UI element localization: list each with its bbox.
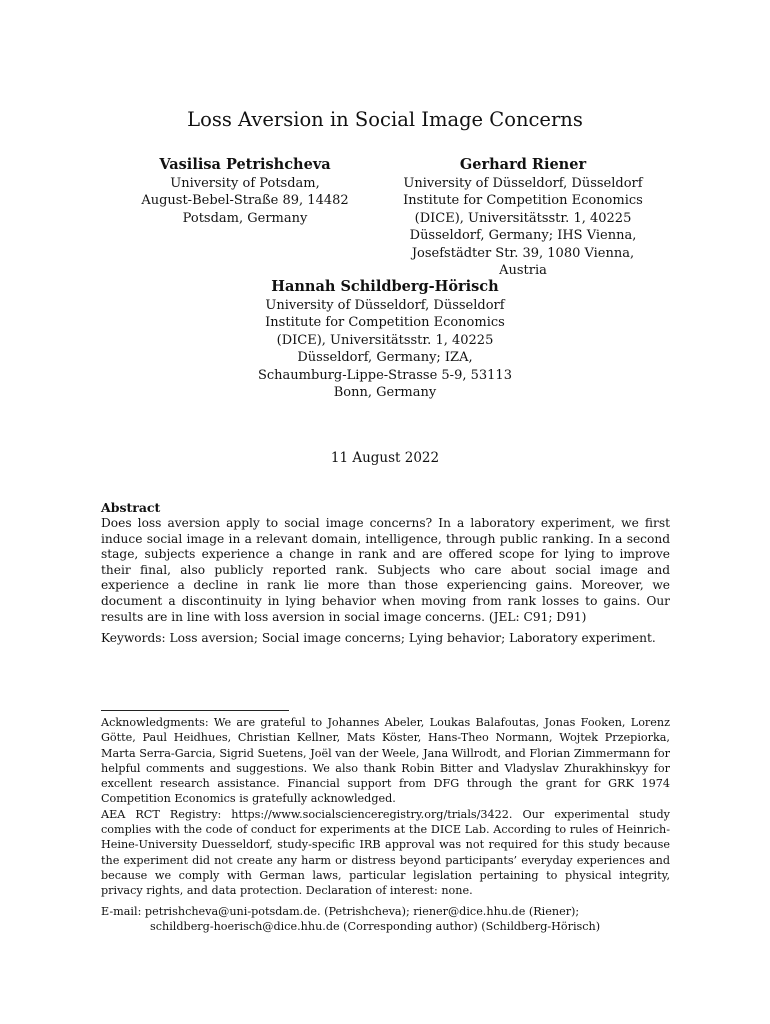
author-affiliation-line: Institute for Competition Economics	[265, 315, 505, 331]
keywords: Keywords: Loss aversion; Social image concerns; Lying behavior; Laboratory experiment.	[101, 631, 656, 646]
abstract-section	[101, 500, 670, 647]
author-affiliation-line: Bonn, Germany	[333, 385, 437, 401]
paper-date: 11 August 2022	[330, 450, 440, 466]
email-footnote-line: schildberg-hoerisch@dice.hhu.de (Corresponding author) (Schildberg-Hörisch)	[150, 919, 601, 933]
author-name: Hannah Schildberg-Hörisch	[271, 278, 499, 295]
author-affiliation-line: (DICE), Universitätsstr. 1, 40225	[414, 210, 632, 226]
author-name: Gerhard Riener	[459, 156, 587, 173]
author-affiliation-line: Düsseldorf, Germany; IHS Vienna,	[409, 228, 637, 244]
author-affiliation-line: University of Düsseldorf, Düsseldorf	[265, 298, 505, 313]
abstract-heading: Abstract	[101, 500, 161, 515]
author-name: Vasilisa Petrishcheva	[159, 156, 331, 173]
author-block-riener	[382, 155, 664, 279]
author-block-schildberg-hoerisch	[230, 277, 540, 401]
email-footnote-line: E-mail: petrishcheva@uni-potsdam.de. (Petrishcheva); riener@dice.hhu.de (Riener);	[101, 904, 580, 918]
abstract-text: Does loss aversion apply to social image concerns? In a laboratory experiment, we first induce social image in a relevant domain, intelligence, through public ranking. In a second stage, subjects experience a change in rank and are offered scope for lying to improve their final, also publicly reported rank. Subjects who care about social image and experience a decline in rank lie more than those experiencing gains. Moreover, we document a discontinuity in lying behavior when moving from rank losses to gains. Our results are in line with loss aversion in social image concerns. (JEL: C91; D91)	[101, 516, 670, 624]
footnotes-section	[101, 715, 670, 934]
author-affiliation-line: Düsseldorf, Germany; IZA,	[297, 350, 473, 366]
author-affiliation-line: Schaumburg-Lippe-Strasse 5-9, 53113	[258, 367, 512, 383]
footnote-divider	[101, 710, 289, 711]
author-affiliation-line: Potsdam, Germany	[182, 210, 308, 226]
author-affiliation-line: Institute for Competition Economics	[403, 193, 643, 209]
author-affiliation-line: (DICE), Universitätsstr. 1, 40225	[276, 332, 494, 348]
author-affiliation-line: Austria	[499, 263, 547, 279]
paper-title: Loss Aversion in Social Image Concerns	[187, 108, 583, 132]
author-affiliation-line: Josefstädter Str. 39, 1080 Vienna,	[411, 245, 635, 261]
author-affiliation-line: University of Düsseldorf, Düsseldorf	[403, 176, 643, 191]
author-block-petrishcheva	[110, 155, 380, 227]
author-affiliation-line: August-Bebel-Straße 89, 14482	[141, 193, 349, 209]
author-affiliation-line: University of Potsdam,	[170, 176, 320, 191]
registry-footnote: AEA RCT Registry: https://www.socialscienceregistry.org/trials/3422. Our experimental study complies with the code of conduct for experiments at the DICE Lab. According to rules of Heinrich-Heine-University Duesseldorf, study-specific IRB approval was not required for this study because the experiment did not create any harm or distress beyond participants’ everyday experiences and because we comply with German laws, particular legislation pertaining to physical integrity, privacy rights, and data protection. Declaration of interest: none.	[101, 807, 670, 898]
acknowledgments-footnote: Acknowledgments: We are grateful to Johannes Abeler, Loukas Balafoutas, Jonas Fooken, Lorenz Götte, Paul Heidhues, Christian Kellner, Mats Köster, Hans-Theo Normann, Wojtek Przepiorka, Marta Serra-Garcia, Sigrid Suetens, Joël van der Weele, Jana Willrodt, and Florian Zimmermann for helpful comments and suggestions. We also thank Robin Bitter and Vladyslav Zhurakhinskyy for excellent research assistance. Financial support from DFG through the grant for GRK 1974 Competition Economics is gratefully acknowledged.	[101, 716, 670, 806]
